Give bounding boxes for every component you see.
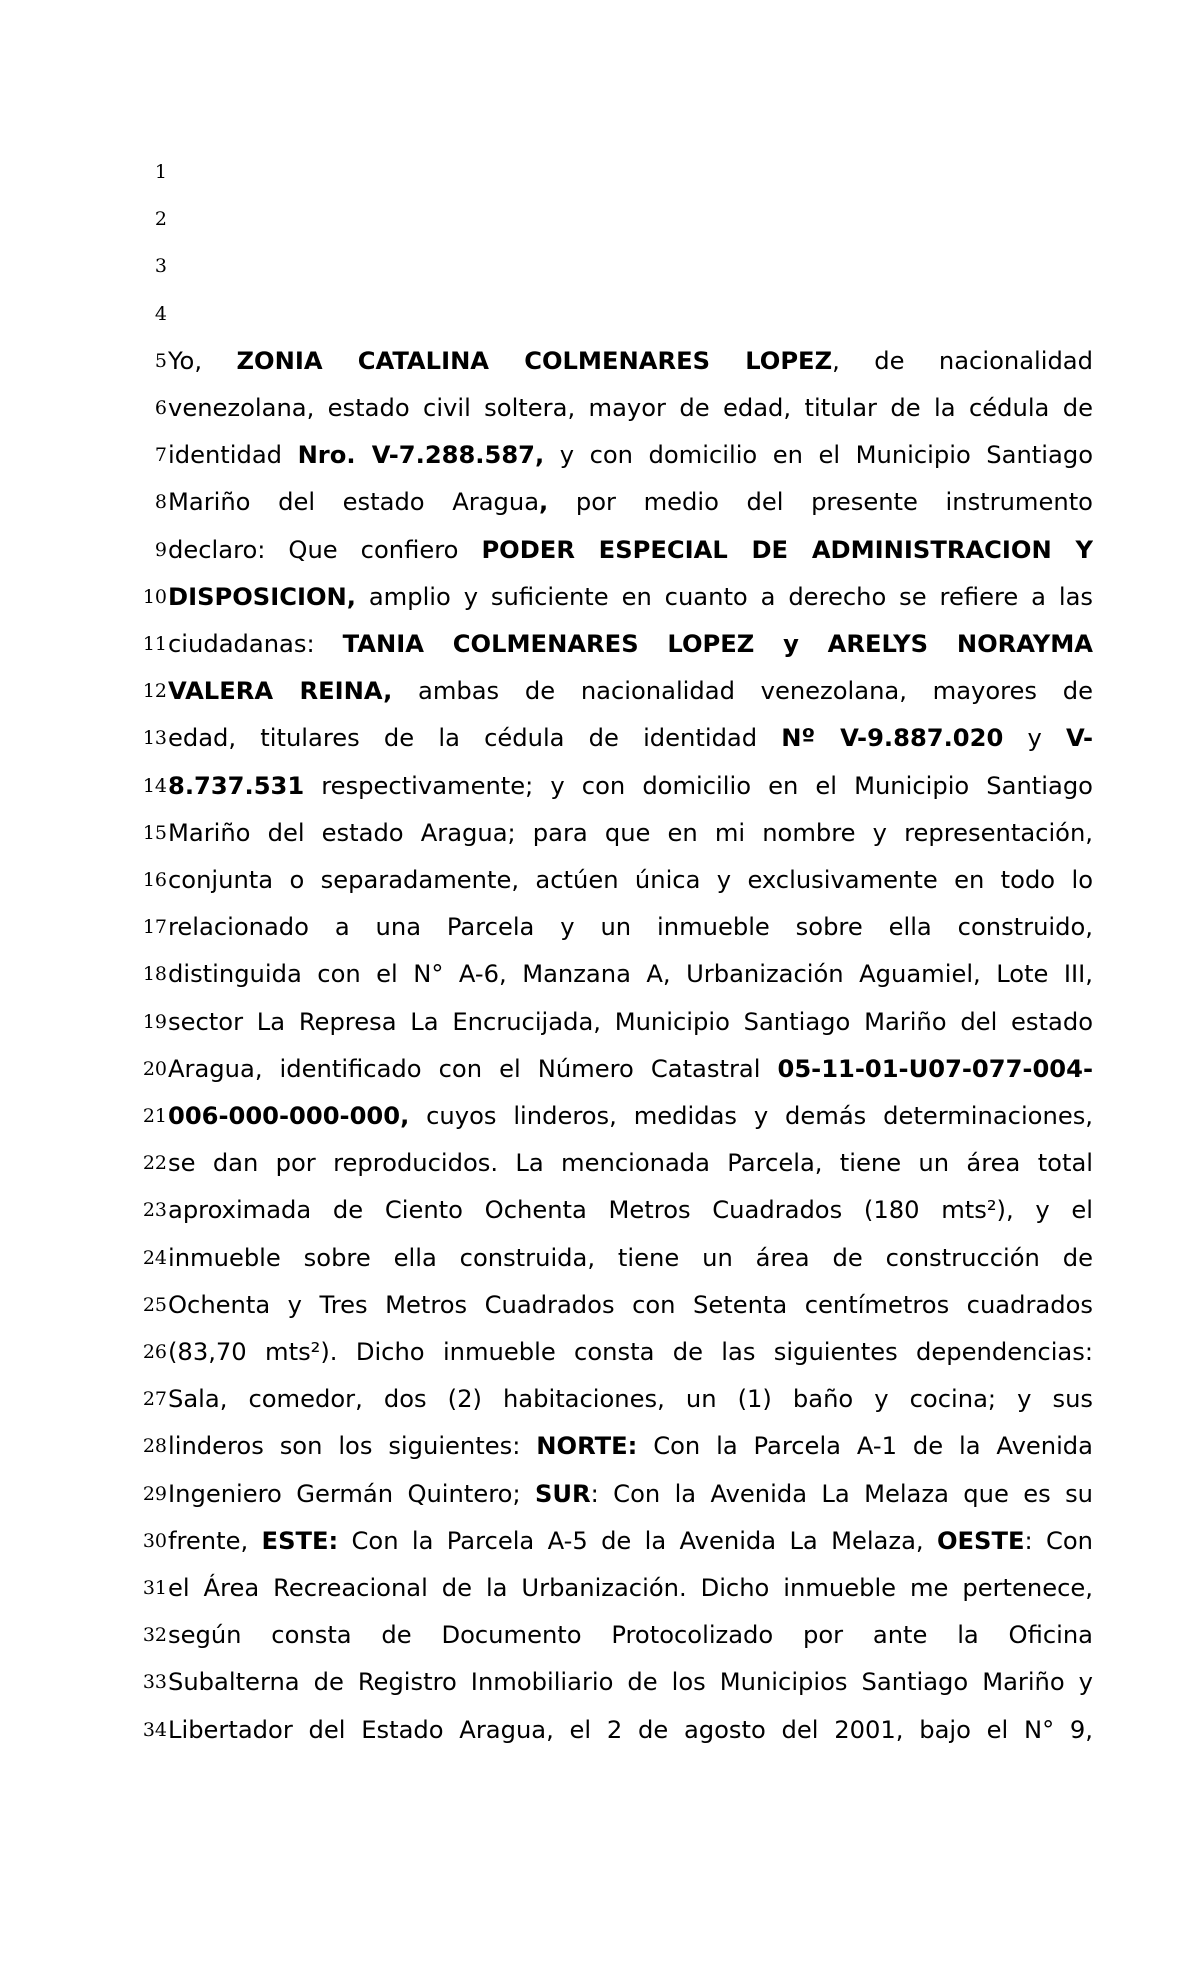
line-text xyxy=(168,1521,1093,1561)
line-number: 14 xyxy=(142,774,167,797)
line-text xyxy=(168,1474,1093,1514)
text-segment xyxy=(202,347,236,375)
line-number: 20 xyxy=(142,1057,167,1080)
line-number: 24 xyxy=(142,1246,167,1269)
line-text xyxy=(168,813,1093,853)
text-segment: distinguida con el N° A-6, Manzana A, Urbanización Aguamiel, Lote III, xyxy=(168,960,1093,989)
text-segment: Aragua, identificado con el Número Catastral xyxy=(168,1054,778,1083)
document-line xyxy=(0,1568,1200,1608)
line-text xyxy=(168,1049,1093,1089)
document-line xyxy=(0,435,1200,475)
line-number: 10 xyxy=(142,585,167,608)
document-line xyxy=(0,1049,1200,1089)
line-number: 3 xyxy=(154,255,167,278)
text-segment: aproximada de Ciento Ochenta Metros Cuadrados (180 mts²), y el xyxy=(168,1196,1093,1225)
line-text xyxy=(168,577,1093,617)
line-number: 28 xyxy=(142,1435,167,1458)
document-line xyxy=(0,860,1200,900)
text-segment: frente, xyxy=(168,1526,262,1555)
line-text xyxy=(168,671,1093,711)
document-line xyxy=(0,718,1200,758)
line-text xyxy=(168,1096,1093,1136)
document-line xyxy=(0,530,1200,570)
document-line xyxy=(0,907,1200,947)
line-number: 34 xyxy=(142,1718,167,1741)
document-line xyxy=(0,624,1200,664)
document-line xyxy=(0,482,1200,522)
bold-text-segment: VALERA REINA, xyxy=(168,677,393,706)
line-number: 9 xyxy=(154,538,167,561)
line-number: 6 xyxy=(154,397,167,419)
line-number: 13 xyxy=(142,727,167,750)
text-segment: y xyxy=(1003,724,1066,753)
line-text xyxy=(168,766,1093,806)
text-segment: Yo, xyxy=(168,346,203,375)
bold-text-segment: Nro. V-7.288.587, xyxy=(297,441,545,470)
line-number: 25 xyxy=(142,1293,167,1316)
bold-text-segment: TANIA COLMENARES LOPEZ y ARELYS NORAYMA xyxy=(342,630,1093,658)
line-text xyxy=(168,1615,1093,1655)
line-number: 16 xyxy=(142,869,167,891)
document-line xyxy=(0,1615,1200,1655)
text-segment: y con domicilio en el Municipio Santiago xyxy=(544,441,1093,470)
text-segment: cuyos linderos, medidas y demás determinaciones, xyxy=(409,1102,1093,1130)
line-number: 22 xyxy=(142,1152,167,1175)
bold-text-segment: PODER ESPECIAL DE ADMINISTRACION Y xyxy=(481,535,1093,564)
document-line xyxy=(0,671,1200,711)
document-line xyxy=(0,199,1200,239)
document-line xyxy=(0,1332,1200,1372)
line-text xyxy=(168,1332,1093,1372)
document-line xyxy=(0,246,1200,286)
line-number: 4 xyxy=(154,302,167,325)
line-number: 32 xyxy=(142,1624,167,1647)
document-line xyxy=(0,1426,1200,1466)
document-line xyxy=(0,1662,1200,1702)
text-segment: identidad xyxy=(168,441,298,470)
text-segment: , de nacionalidad xyxy=(832,346,1093,375)
line-text xyxy=(168,1710,1093,1750)
text-segment: por medio del presente instrumento xyxy=(548,488,1093,517)
line-text xyxy=(168,1568,1093,1608)
line-text xyxy=(168,1190,1093,1230)
line-text xyxy=(168,860,1093,900)
text-segment: (83,70 mts²). Dicho inmueble consta de las siguientes dependencias: xyxy=(168,1338,1093,1366)
line-number: 15 xyxy=(142,821,167,844)
line-number: 33 xyxy=(142,1671,167,1694)
bold-text-segment: ZONIA CATALINA COLMENARES LOPEZ xyxy=(236,346,833,375)
document-line xyxy=(0,1002,1200,1042)
text-segment: Sala, comedor, dos (2) habitaciones, un (1) baño y cocina; y sus xyxy=(168,1385,1093,1414)
line-number: 21 xyxy=(142,1105,167,1127)
line-text xyxy=(168,1002,1093,1042)
document-line xyxy=(0,813,1200,853)
text-segment: declaro: Que confiero xyxy=(168,535,482,564)
line-number: 2 xyxy=(154,208,167,231)
text-segment: : Con xyxy=(1024,1526,1093,1555)
document-line xyxy=(0,1238,1200,1278)
text-segment: relacionado a una Parcela y un inmueble sobre ella construido, xyxy=(168,913,1093,942)
text-segment: el Área Recreacional de la Urbanización. Dicho inmueble me pertenece, xyxy=(168,1574,1093,1602)
line-number: 17 xyxy=(142,916,167,939)
line-text xyxy=(168,341,1093,381)
document-line xyxy=(0,1143,1200,1183)
line-number: 18 xyxy=(142,963,167,986)
bold-text-segment: , xyxy=(539,488,549,517)
document-line xyxy=(0,1710,1200,1750)
document-line xyxy=(0,1285,1200,1325)
line-text xyxy=(168,435,1093,475)
document-line xyxy=(0,954,1200,994)
line-text xyxy=(168,1143,1093,1183)
text-segment: sector La Represa La Encrucijada, Municipio Santiago Mariño del estado xyxy=(168,1007,1093,1036)
line-text xyxy=(168,1238,1093,1278)
bold-text-segment: DISPOSICION, xyxy=(168,582,356,611)
bold-text-segment: 05-11-01-U07-077-004- xyxy=(777,1054,1093,1083)
line-text xyxy=(168,1379,1093,1419)
bold-text-segment: ESTE: xyxy=(261,1526,339,1555)
text-segment: respectivamente; y con domicilio en el Municipio Santiago xyxy=(304,771,1093,800)
bold-text-segment: V- xyxy=(1066,724,1093,753)
line-number: 5 xyxy=(154,349,167,372)
line-number: 27 xyxy=(142,1388,167,1411)
text-segment: amplio y suficiente en cuanto a derecho se refiere a las xyxy=(355,582,1093,611)
text-segment: venezolana, estado civil soltera, mayor de edad, titular de la cédula de xyxy=(168,394,1093,422)
text-segment: Con la Parcela A-1 de la Avenida xyxy=(637,1432,1093,1461)
document-line xyxy=(0,766,1200,806)
bold-text-segment: OESTE xyxy=(936,1526,1025,1555)
document-line xyxy=(0,1096,1200,1136)
text-segment: conjunta o separadamente, actúen única y exclusivamente en todo lo xyxy=(168,866,1093,894)
line-text xyxy=(168,1662,1093,1702)
document-line xyxy=(0,152,1200,192)
line-text xyxy=(168,388,1093,428)
line-number: 31 xyxy=(142,1577,167,1599)
bold-text-segment: NORTE: xyxy=(536,1432,638,1461)
text-segment: Subalterna de Registro Inmobiliario de los Municipios Santiago Mariño y xyxy=(168,1668,1093,1697)
line-text xyxy=(168,624,1093,664)
document-line xyxy=(0,1379,1200,1419)
bold-text-segment: 8.737.531 xyxy=(168,771,305,800)
text-segment: : Con la Avenida La Melaza que es su xyxy=(590,1479,1093,1508)
line-number: 29 xyxy=(142,1482,167,1505)
document-line xyxy=(0,1521,1200,1561)
line-text xyxy=(168,482,1093,522)
line-number: 12 xyxy=(142,680,167,703)
line-text xyxy=(168,954,1093,994)
line-number: 11 xyxy=(142,633,167,655)
text-segment: Mariño del estado Aragua xyxy=(168,488,540,517)
document-line xyxy=(0,294,1200,334)
line-number: 30 xyxy=(142,1529,167,1552)
bold-text-segment: Nº V-9.887.020 xyxy=(781,724,1004,753)
line-number: 23 xyxy=(142,1199,167,1222)
text-segment: ambas de nacionalidad venezolana, mayores de xyxy=(392,677,1093,706)
bold-text-segment: 006-000-000-000, xyxy=(168,1102,410,1130)
text-segment: linderos son los siguientes: xyxy=(168,1432,537,1461)
line-text xyxy=(168,907,1093,947)
line-number: 8 xyxy=(154,491,167,514)
text-segment: ciudadanas: xyxy=(168,630,343,658)
text-segment: Mariño del estado Aragua; para que en mi nombre y representación, xyxy=(168,818,1093,847)
document-line xyxy=(0,388,1200,428)
line-number: 26 xyxy=(142,1341,167,1363)
line-number: 7 xyxy=(154,444,167,467)
document-line xyxy=(0,577,1200,617)
document-line xyxy=(0,1474,1200,1514)
text-segment: edad, titulares de la cédula de identidad xyxy=(168,724,782,753)
text-segment: inmueble sobre ella construida, tiene un área de construcción de xyxy=(168,1243,1093,1272)
text-segment: según consta de Documento Protocolizado por ante la Oficina xyxy=(168,1621,1093,1650)
line-text xyxy=(168,718,1093,758)
text-segment: se dan por reproducidos. La mencionada Parcela, tiene un área total xyxy=(168,1149,1093,1178)
line-text xyxy=(168,530,1093,570)
document-line xyxy=(0,1190,1200,1230)
line-text xyxy=(168,1285,1093,1325)
text-segment: Ingeniero Germán Quintero; xyxy=(168,1479,535,1508)
text-segment: Con la Parcela A-5 de la Avenida La Melaza, xyxy=(338,1526,937,1555)
bold-text-segment: SUR xyxy=(534,1479,591,1508)
document-line xyxy=(0,341,1200,381)
line-text xyxy=(168,1426,1093,1466)
line-number: 19 xyxy=(142,1010,167,1033)
text-segment: Libertador del Estado Aragua, el 2 de agosto del 2001, bajo el N° 9, xyxy=(168,1715,1093,1744)
line-number: 1 xyxy=(154,161,167,183)
text-segment: Ochenta y Tres Metros Cuadrados con Setenta centímetros cuadrados xyxy=(168,1290,1093,1319)
